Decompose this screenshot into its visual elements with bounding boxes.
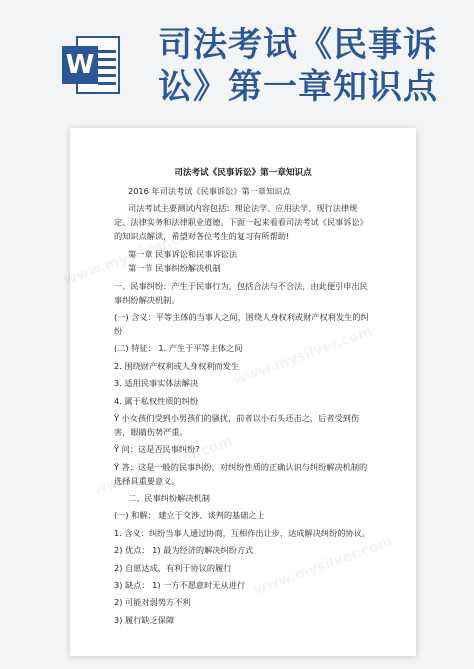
word-document-icon	[62, 34, 122, 96]
list-item: 2. 围绕财产权利或人身权利而发生	[114, 360, 240, 371]
paragraph: (二) 特征： 1. 产生于平等主体之间	[114, 343, 243, 354]
document-page	[70, 128, 416, 656]
paragraph: 1. 含义：纠纷当事人通过协商，互相作出让步，达成解决纠纷的协议。	[114, 527, 371, 538]
list-item: 2) 优点： 1) 最为经济的解决纠纷方式	[114, 545, 254, 556]
document-title: 司法考试《民事诉讼》第一章知识点	[174, 168, 312, 178]
document-body	[114, 184, 372, 630]
list-item: 3. 适用民事实体法解决	[114, 378, 199, 389]
list-item: 3) 履行缺乏保障	[114, 614, 175, 625]
paragraph: 一、民事纠纷：产生于民事行为，包括合法与不合法，由此便引申出民事纠纷解决机制。	[114, 280, 368, 305]
section-heading: 第一节 民事纠纷解决机制	[128, 263, 221, 274]
header	[0, 0, 474, 128]
list-item: 2) 自愿达成，有利于协议的履行	[114, 562, 232, 573]
list-item: 3) 缺点： 1) 一方不愿意时无从进行	[114, 580, 246, 591]
list-item: 2) 可能对弱势方不利	[114, 597, 191, 608]
paragraph: 司法考试主要测试内容包括：理论法学、应用法学、现行法律规定、法律实务和法律职业道德。下面一起来看看司法考试《民事诉讼》的知识点解读，希望对各位考生的复习有所帮助!	[114, 203, 368, 242]
paragraph: Ÿ 答：这是一般的民事纠纷，对纠纷性质的正确认识与纠纷解决机制的选择具重要意义。	[114, 461, 368, 486]
paragraph: 2016 年司法考试《民事诉讼》第一章知识点	[128, 186, 291, 196]
paragraph: (一) 和解： 建立于交涉、谈判的基础之上	[114, 510, 265, 521]
page-title: 司法考试《民事诉讼》第一章知识点	[158, 25, 438, 107]
chapter-heading: 第一章 民事诉讼和民事诉讼法	[128, 248, 238, 259]
word-letter: W	[62, 46, 98, 84]
paragraph: Ÿ 问：这是否民事纠纷?	[114, 444, 200, 455]
paragraph: Ÿ 小女孩们受到小男孩们的骚扰，前者以小石头还击之，后者受到伤害，眼睛伤势严重。	[114, 412, 360, 437]
section-heading: 二、民事纠纷解决机制	[128, 493, 210, 504]
paragraph: (一) 含义：平等主体的当事人之间，围绕人身权利或财产权利发生的纠纷	[114, 311, 369, 336]
list-item: 4. 属于私权性质的纠纷	[114, 395, 199, 406]
